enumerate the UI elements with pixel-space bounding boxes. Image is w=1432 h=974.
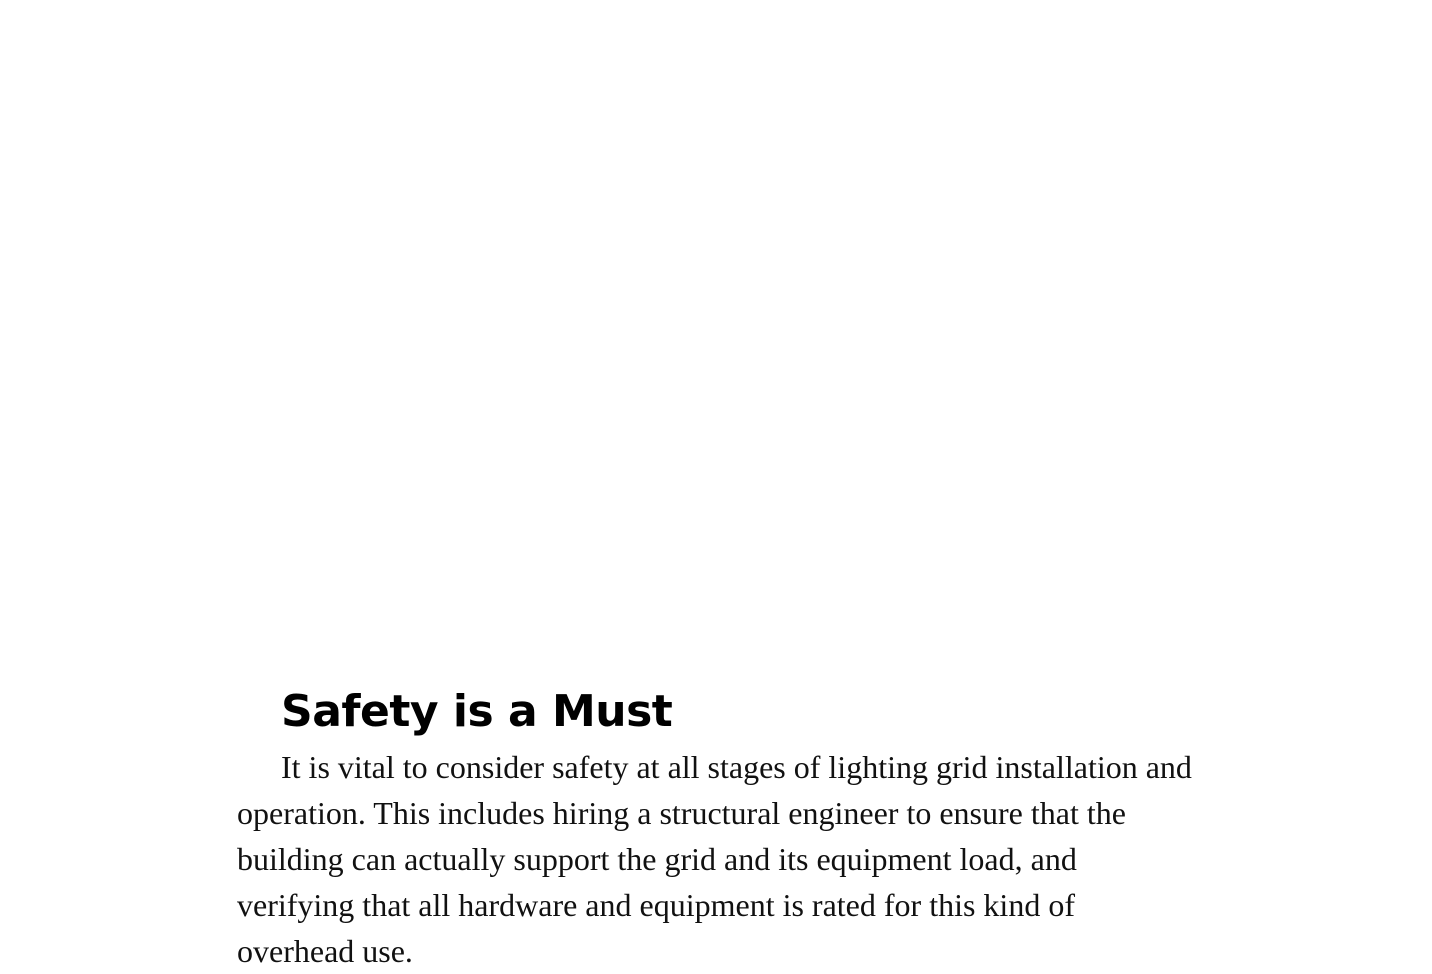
section-paragraph: It is vital to consider safety at all stages of lighting grid installation and operation. This includes hiring a structural engineer to ensure that the building can actually support the grid and its equipment load, and verifying that all hardware and equipment is rated for this kind of overhead use. bbox=[237, 749, 1192, 969]
safety-section bbox=[237, 684, 1197, 974]
section-heading: Safety is a Must bbox=[281, 686, 673, 737]
